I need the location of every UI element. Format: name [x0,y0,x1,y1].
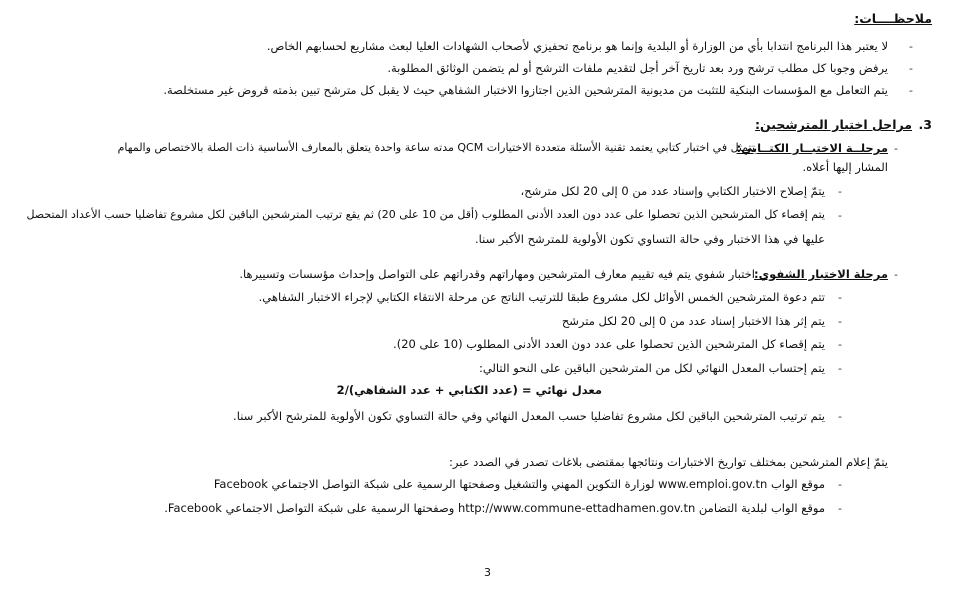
announce-item-1: موقع الواب www.emploi.gov.tn لوزارة التكوين المهني والتشغيل وصفحتها الرسمية على شبكة التواصل الاجتماعي Facebook [213,477,825,491]
bullet: - [909,40,913,53]
bullet: - [838,410,842,423]
bullet: - [838,478,842,491]
section-title: مراحل اختيار المترشحين: [755,117,912,132]
announce-item-2: موقع الواب لبلدية التضامن http://www.commune-ettadhamen.gov.tn وصفحتها الرسمية على شبكة التواصل الاجتماعي Facebook. [164,501,825,515]
announce-intro: يتمّ إعلام المترشحين بمختلف تواريخ الاختبارات ونتائجها بمقتضى بلاغات تصدر في الصدد عبر: [448,455,888,469]
written-item-1: يتمّ إصلاح الاختبار الكتابي وإسناد عدد من 0 إلى 20 لكل مترشح، [520,184,825,198]
bullet: - [838,502,842,515]
bullet: - [838,338,842,351]
bullet: - [838,185,842,198]
written-text-line2: المشار إليها أعلاه. [802,160,888,174]
oral-item-1: تتم دعوة المترشحين الخمس الأوائل لكل مشروع طبقا للترتيب الناتج عن مرحلة الانتقاء الكتابي لإجراء الاختبار الشفاهي. [258,290,825,304]
bullet: - [838,291,842,304]
bullet: - [909,62,913,75]
bullet: - [838,315,842,328]
bullet: - [909,84,913,97]
oral-item-2: يتم إثر هذا الاختبار إسناد عدد من 0 إلى 20 لكل مترشح [561,314,825,328]
written-item-2: يتم إقصاء كل المترشحين الذين تحصلوا على عدد دون العدد الأدنى المطلوب (أقل من 10 على 20) ثم يقع ترتيب المترشحين الباقين لكل مشروع تفاضليا حسب الأعداد المتحصل [26,208,825,221]
written-label: مرحلــة الاختبــار الكتــابي: [736,141,888,155]
page-number: 3 [484,566,491,579]
bullet: - [894,142,898,155]
bullet: - [894,268,898,281]
oral-last-item: يتم ترتيب المترشحين الباقين لكل مشروع تفاضليا حسب المعدل النهائي وفي حالة التساوي تكون الأولوية للمترشح الأكبر سنا. [233,409,825,423]
notes-item-3: يتم التعامل مع المؤسسات البنكية للتثبت من مديونية المترشحين الذين اجتازوا الاختبار الشفاهي حيث لا يقبل كل مترشح تبين بذمته قروض غير مستخلصة. [163,83,888,97]
written-item-3: عليها في هذا الاختبار وفي حالة التساوي تكون الأولوية للمترشح الأكبر سنا. [475,232,825,246]
notes-item-1: لا يعتبر هذا البرنامج انتدابا بأي من الوزارة أو البلدية وإنما هو برنامج تحفيزي لأصحاب الشهادات العليا لبعث مشاريع لحسابهم الخاص. [266,39,888,53]
bullet: - [838,209,842,222]
oral-label: مرحلة الاختبار الشفوي: [754,267,888,281]
notes-heading: ملاحظــــات: [854,11,932,26]
final-grade-formula: معدل نهائي = (عدد الكتابي + عدد الشفاهي)/2 [336,383,602,397]
oral-item-3: يتم إقصاء كل المترشحين الذين تحصلوا على عدد دون العدد الأدنى المطلوب (10 على 20). [393,337,825,351]
written-text-line1: تتمثل في اختبار كتابي يعتمد تقنية الأسئلة متعددة الاختيارات QCM مدته ساعة واحدة يتعلق بالمعارف الأساسية ذات الصلة بالاختصاص والمهام [117,141,755,154]
oral-item-4: يتم إحتساب المعدل النهائي لكل من المترشحين الباقين على النحو التالي: [478,361,825,375]
notes-item-2: يرفض وجوبا كل مطلب ترشح ورد بعد تاريخ آخر أجل لتقديم ملفات الترشح أو لم يتضمن الوثائق المطلوبة. [387,61,888,75]
bullet: - [838,362,842,375]
section-number: 3. [918,117,932,132]
oral-text: اختبار شفوي يتم فيه تقييم معارف المترشحين ومهاراتهم وقدراتهم على التواصل وإحداث مؤسسات وتسييرها. [239,267,755,281]
